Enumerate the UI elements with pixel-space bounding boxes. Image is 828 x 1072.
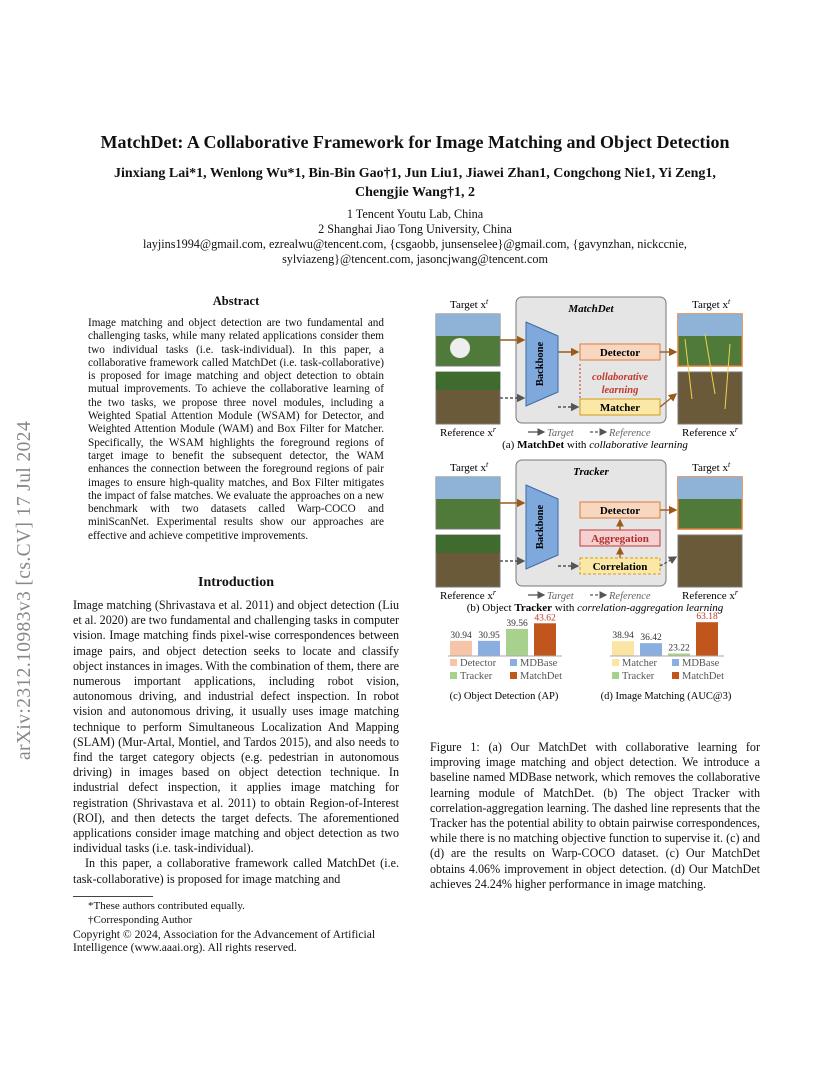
bar-matchdet xyxy=(696,622,718,656)
footnote-equal: *These authors contributed equally. xyxy=(88,900,245,912)
panel-a xyxy=(436,297,742,451)
abstract-heading: Abstract xyxy=(212,294,260,308)
abstract-body: Image matching and object detection are two fundamental and challenging tasks, while many related applications consider them two individual tasks (i.e. task-individual). In this paper, a collaborative framework called MatchDet (i.e. task-collaborative) is proposed for image matching and object detection to obtain mutual improvements. To achieve the collaborative learning of the two tasks, we propose three novel modules, including a Weighted Spatial Attention Module (WSAM) for Detector, and Weighted Attention Module (WAM) and Box Filter for Matcher. Specifically, the WSAM highlights the foreground regions of target image to benefit the subsequent detector, the WAM enhances the connection between the foreground regions of pair images to ensure high-quality matches, and Box Filter mitigates the impact of false matches. We evaluate the approaches on a new benchmark with two datasets called Warp-COCO and miniScanNet. Experimental results show our approaches are effective and achieve competitive improvements. xyxy=(88,317,384,542)
legend-label-detector: Detector xyxy=(460,658,497,669)
panel-a-box-title: MatchDet xyxy=(568,303,614,315)
bar-value-label: 30.95 xyxy=(478,630,500,641)
panel-b-target-sky xyxy=(436,477,500,499)
panel-a-collab-label-1: collaborative xyxy=(592,372,648,383)
figure-1-caption: Figure 1: (a) Our MatchDet with collaborative learning for improving image matching and object detection. We introduce a baseline named MDBase network, which removes the collaborative learning module of MatchDet. (b) The object Tracker with correlation-aggregation learning. The dashed line represents that the Tracker has the potential ability to obtain pairwise correspondences, while there is no matching objective function to supervise it. (c) and (d) are the results on Warp-COCO dataset. (c) Our MatchDet obtains 4.06% improvement in object detection. (d) Our MatchDet achieves 24.24% higher performance in image matching. xyxy=(430,740,760,891)
legend-swatch-mdbase xyxy=(510,659,517,666)
bar-value-label: 36.42 xyxy=(640,633,662,644)
panel-a-legend-reference: Reference xyxy=(609,428,651,439)
legend-swatch-matcher xyxy=(612,659,619,666)
chart-caption: (c) Object Detection (AP) xyxy=(449,691,559,702)
panel-b-reference-label: Reference $x^r$ xyxy=(440,588,496,602)
email-line-2: sylviazeng}@tencent.com, jasoncjwang@tencent.com xyxy=(282,252,548,266)
author-list xyxy=(70,164,760,202)
legend-swatch-matchdet xyxy=(672,672,679,679)
bar-value-label: 30.94 xyxy=(450,630,472,641)
intro-paragraph-2: In this paper, a collaborative framework called MatchDet (i.e. task-collaborative) is proposed for image matching and xyxy=(73,856,399,886)
panel-a-matcher-label: Matcher xyxy=(599,402,641,414)
panel-b-backbone-label: Backbone xyxy=(535,504,546,550)
legend-label-matchdet: MatchDet xyxy=(520,671,562,682)
bar-value-label: 23.22 xyxy=(668,643,690,654)
author-line-1: Jinxiang Lai*1, Wenlong Wu*1, Bin-Bin Gao†1, Jun Liu1, Jiawei Zhan1, Congchong Nie1, Yi Zeng1, xyxy=(114,166,716,181)
panel-a-target-sky xyxy=(436,314,500,336)
bar-matchdet xyxy=(534,623,556,656)
bar-mdbase xyxy=(640,643,662,656)
panel-b-box-title: Tracker xyxy=(573,466,609,478)
panel-a-reference-trees xyxy=(436,372,500,390)
legend-swatch-mdbase xyxy=(672,659,679,666)
legend-swatch-tracker xyxy=(450,672,457,679)
legend-label-tracker: Tracker xyxy=(622,671,655,682)
footnote-rule xyxy=(73,896,153,897)
figure-1 xyxy=(430,294,760,724)
panel-b-reference-trees xyxy=(436,535,500,553)
bar-mdbase xyxy=(478,641,500,656)
bar-value-label: 43.62 xyxy=(534,613,556,624)
panel-b-aggregation-label: Aggregation xyxy=(591,533,649,545)
chart-object-detection xyxy=(448,613,562,702)
bar-value-label: 38.94 xyxy=(612,631,634,642)
panel-a-target-label: Target $x^t$ xyxy=(450,297,489,311)
panel-b-output-target-sky xyxy=(678,477,742,499)
paper-title: MatchDet: A Collaborative Framework for Image Matching and Object Detection xyxy=(100,132,730,152)
panel-b-legend-reference: Reference xyxy=(609,591,651,602)
legend-swatch-detector xyxy=(450,659,457,666)
copyright-notice: Copyright © 2024, Association for the Advancement of Artificial Intelligence (www.aaai.org). All rights reserved. xyxy=(73,928,376,954)
legend-label-matcher: Matcher xyxy=(622,658,657,669)
legend-label-mdbase: MDBase xyxy=(682,658,720,669)
panel-a-backbone-label: Backbone xyxy=(535,341,546,387)
footnote-corresponding: †Corresponding Author xyxy=(88,914,193,926)
bar-detector xyxy=(450,641,472,656)
author-line-2: Chengjie Wang†1, 2 xyxy=(355,185,475,200)
panel-a-collab-label-2: learning xyxy=(601,385,639,396)
affiliation-1: 1 Tencent Youtu Lab, China xyxy=(346,207,484,221)
legend-label-matchdet: MatchDet xyxy=(682,671,724,682)
email-line-1: layjins1994@gmail.com, ezrealwu@tencent.com, {csgaobb, junsenselee}@gmail.com, {gavynzhan, nickccnie, xyxy=(143,237,687,251)
panel-b-correlation-label: Correlation xyxy=(592,561,648,573)
panel-b-target-label-right: Target $x^t$ xyxy=(692,460,731,474)
bar-value-label: 63.18 xyxy=(696,612,718,623)
introduction-body xyxy=(73,598,399,887)
panel-b-output-reference-image xyxy=(678,535,742,587)
panel-b xyxy=(436,460,742,614)
panel-b-legend-target: Target xyxy=(547,591,574,602)
affiliation-2: 2 Shanghai Jiao Tong University, China xyxy=(318,222,512,236)
panel-b-caption: (b) Object Tracker with correlation-aggregation learning xyxy=(466,602,724,614)
panel-b-target-label: Target $x^t$ xyxy=(450,460,489,474)
legend-label-tracker: Tracker xyxy=(460,671,493,682)
introduction-heading: Introduction xyxy=(198,575,274,590)
panel-a-target-label-right: Target $x^t$ xyxy=(692,297,731,311)
bar-tracker xyxy=(506,629,528,656)
panel-a-reference-label: Reference $x^r$ xyxy=(440,425,496,439)
chart-image-matching xyxy=(601,612,732,702)
intro-paragraph-1: Image matching (Shrivastava et al. 2011) and object detection (Liu et al. 2020) are two fundamental and challenging tasks in computer vision. Image matching finds pixel-wise correspondences between image pairs, and object detection seeks to locate and classify object instances in images. With the combination of them, there are numerous important applications, including robot vision, autonomous driving, and industrial defect inspection. In robot vision and autonomous driving, it usually uses image matching technique to perform Simultaneous Localization And Mapping (SLAM) (Mur-Artal, Montiel, and Tardos 2015), and also needs to find the target category objects (e.g. pedestrian in autonomous driving) in images based on object detection technique. In industrial defect inspection, it applies image matching for registration (Shrivastava et al. 2011) to obtain Region-of-Interest (ROI), and then detects the target defects. The aforementioned applications consider image matching and object detection as two individual tasks (i.e. task-individual). xyxy=(73,598,399,856)
panel-a-target-ball xyxy=(450,338,470,358)
legend-swatch-tracker xyxy=(612,672,619,679)
chart-caption: (d) Image Matching (AUC@3) xyxy=(600,691,732,702)
legend-swatch-matchdet xyxy=(510,672,517,679)
panel-a-reference-label-right: Reference $x^r$ xyxy=(682,425,738,439)
arxiv-identifier: arXiv:2312.10983v3 [cs.CV] 17 Jul 2024 xyxy=(14,420,35,760)
panel-a-legend-target: Target xyxy=(547,428,574,439)
panel-a-caption: (a) MatchDet with collaborative learning xyxy=(502,439,688,451)
bar-matcher xyxy=(612,641,634,656)
panel-b-reference-label-right: Reference $x^r$ xyxy=(682,588,738,602)
panel-a-output-reference-image xyxy=(678,372,742,424)
panel-a-output-target-sky xyxy=(678,314,742,336)
legend-label-mdbase: MDBase xyxy=(520,658,558,669)
panel-a-detector-label: Detector xyxy=(599,347,641,359)
panel-b-detector-label: Detector xyxy=(599,505,641,517)
bar-value-label: 39.56 xyxy=(506,618,528,629)
